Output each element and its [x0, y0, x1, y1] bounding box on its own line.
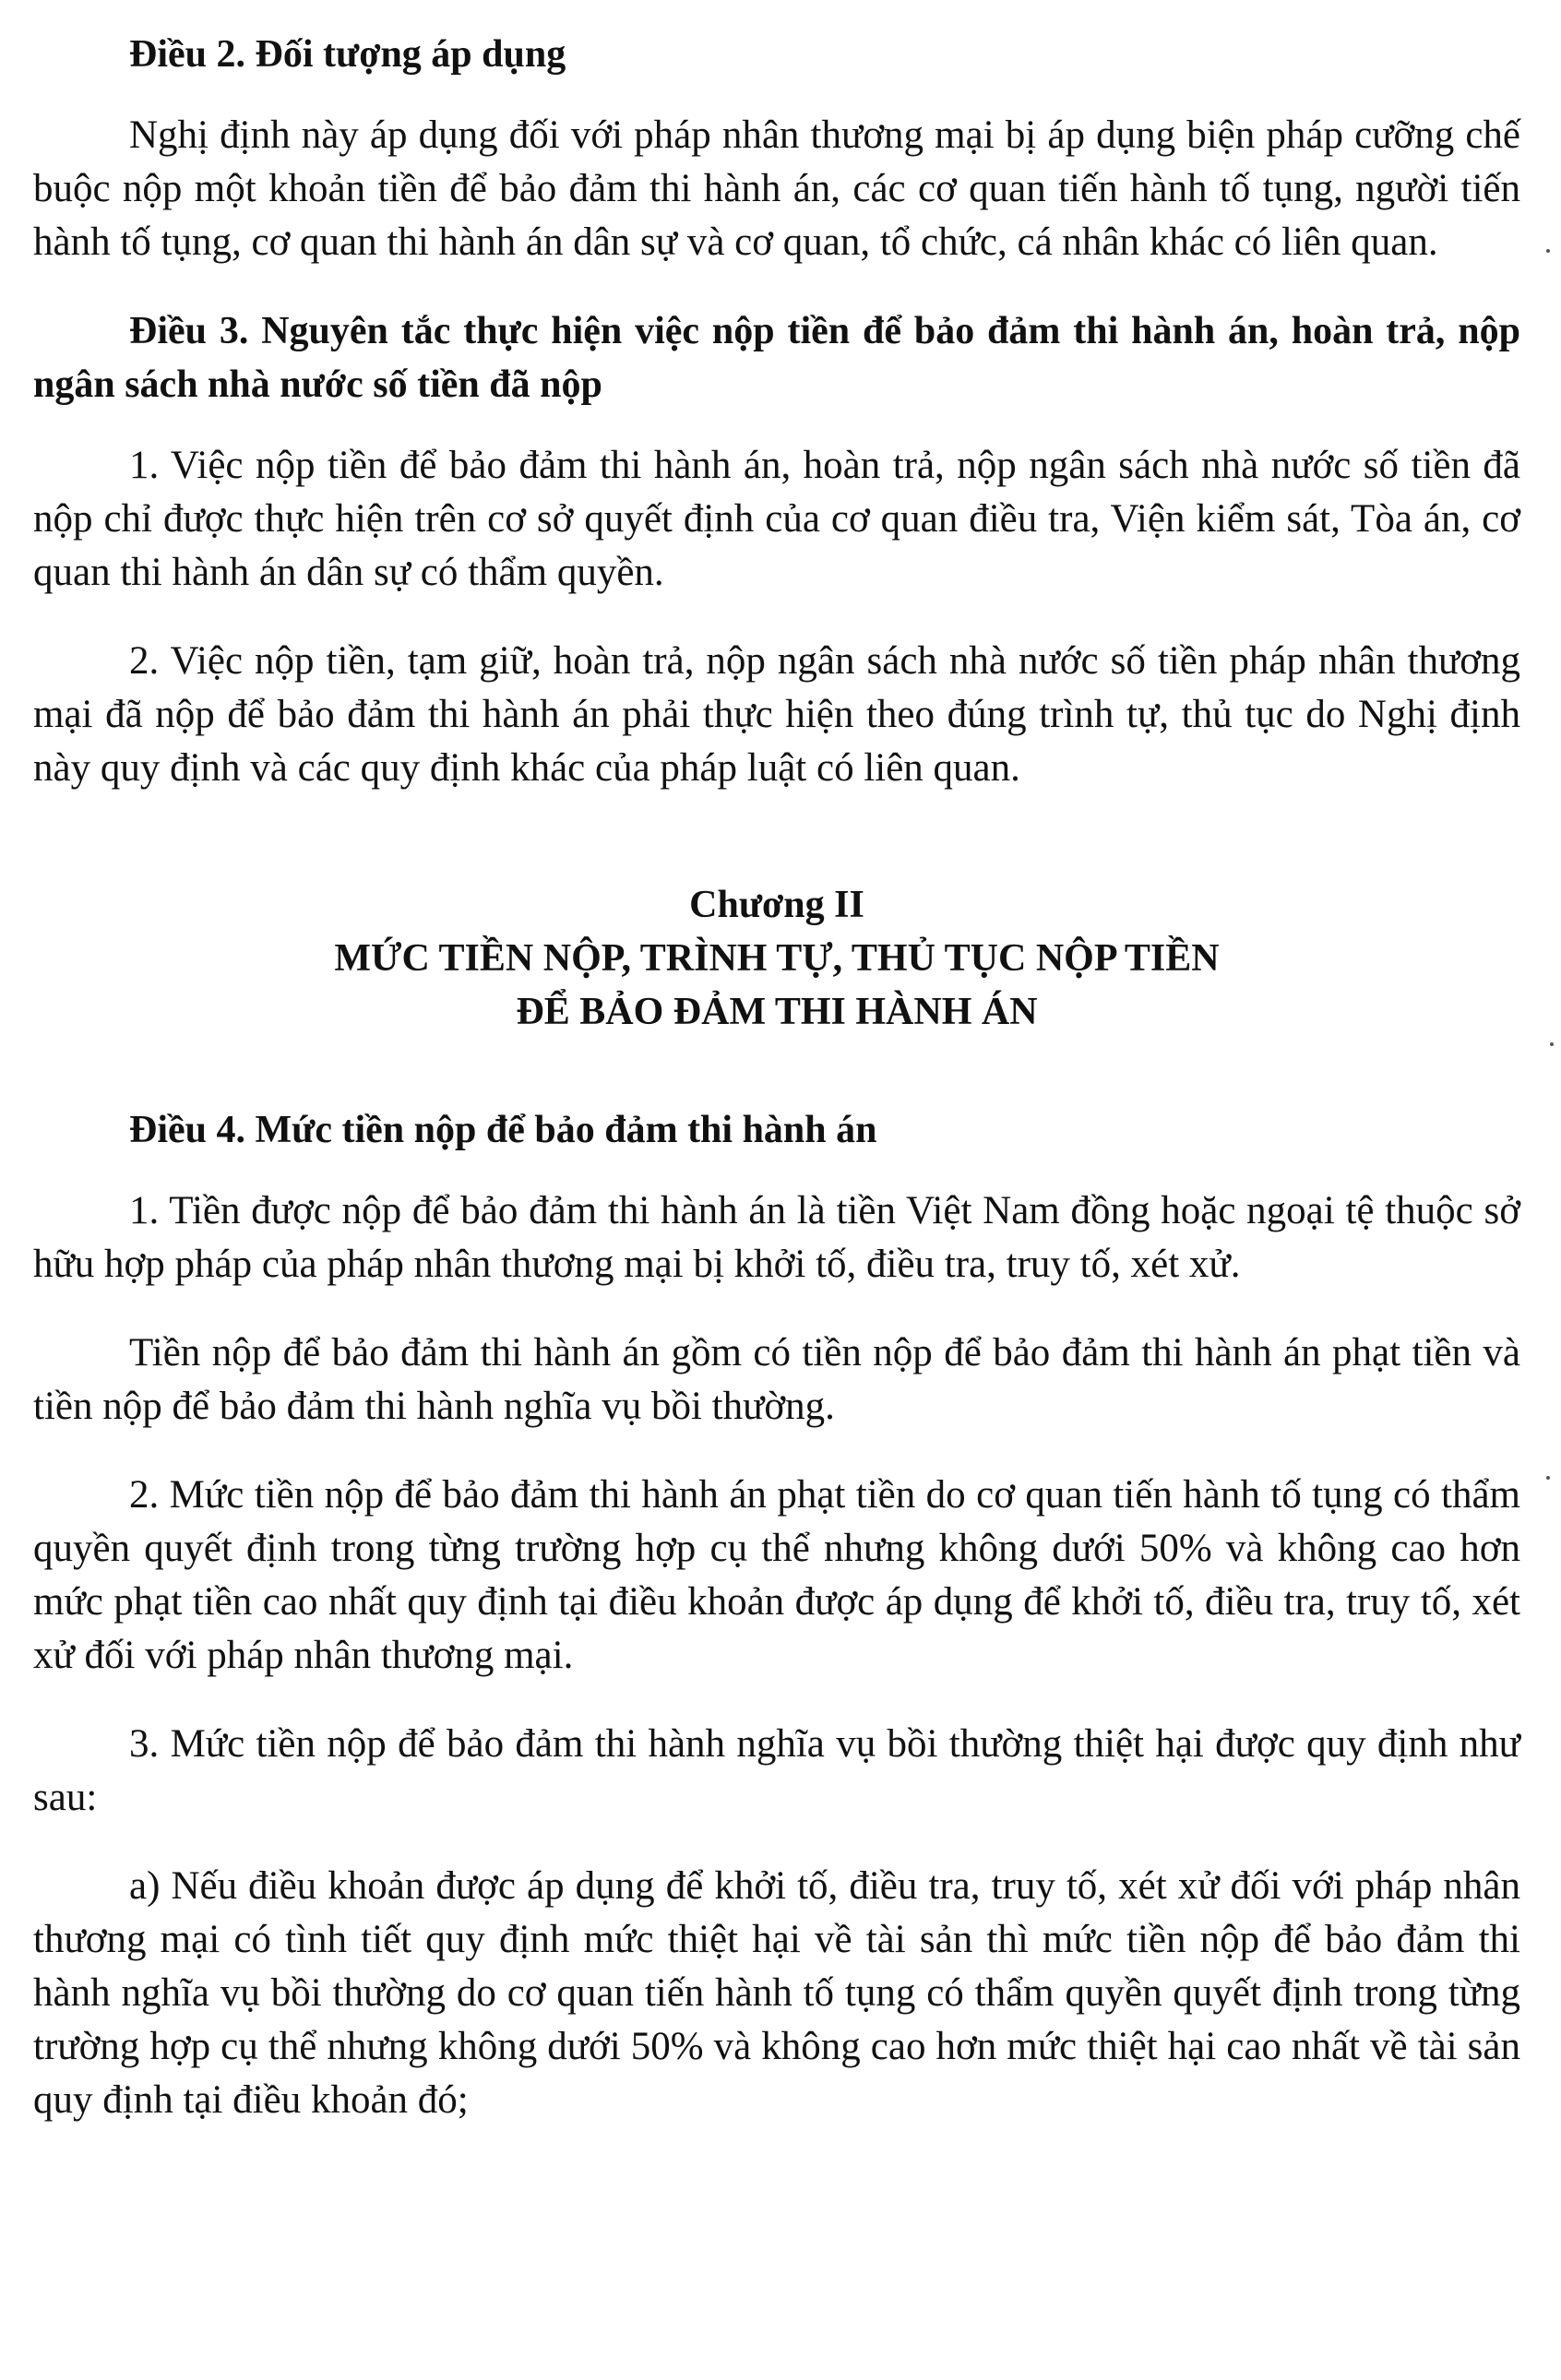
chapter-title-line-2: ĐỂ BẢO ĐẢM THI HÀNH ÁN: [516, 991, 1038, 1033]
chapter-number: Chương II: [689, 884, 864, 926]
document-body: [33, 28, 1520, 2162]
chapter-title-line-1: MỨC TIỀN NỘP, TRÌNH TỰ, THỦ TỤC NỘP TIỀN: [334, 937, 1220, 980]
article-4-clause-3a: a) Nếu điều khoản được áp dụng để khởi tố, điều tra, truy tố, xét xử đối với pháp nhân thương mại có tình tiết quy định mức thiệt hại về tài sản thì mức tiền nộp để bảo đảm thi hành nghĩa vụ bồi thường do cơ quan tiến hành tố tụng có thẩm quyền quyết định trong từng trường hợp cụ thể nhưng không dưới 50% và không cao hơn mức thiệt hại cao nhất về tài sản quy định tại điều khoản đó;: [33, 1864, 1520, 2122]
article-2-heading: Điều 2. Đối tượng áp dụng: [129, 33, 566, 76]
article-4-clause-1: 1. Tiền được nộp để bảo đảm thi hành án là tiền Việt Nam đồng hoặc ngoại tệ thuộc sở hữu hợp pháp của pháp nhân thương mại bị khởi tố, điều tra, truy tố, xét xử.: [33, 1189, 1520, 1286]
article-3-clause-1: 1. Việc nộp tiền để bảo đảm thi hành án, hoàn trả, nộp ngân sách nhà nước số tiền đã nộp chỉ được thực hiện trên cơ sở quyết định của cơ quan điều tra, Viện kiểm sát, Tòa án, cơ quan thi hành án dân sự có thẩm quyền.: [33, 444, 1520, 594]
scan-speck-2: [1550, 1042, 1554, 1046]
article-4-clause-1-note: Tiền nộp để bảo đảm thi hành án gồm có tiền nộp để bảo đảm thi hành án phạt tiền và tiền nộp để bảo đảm thi hành nghĩa vụ bồi thường.: [33, 1331, 1520, 1428]
article-4-clause-2: 2. Mức tiền nộp để bảo đảm thi hành án phạt tiền do cơ quan tiến hành tố tụng có thẩm quyền quyết định trong từng trường hợp cụ thể nhưng không dưới 50% và không cao hơn mức phạt tiền cao nhất quy định tại điều khoản được áp dụng để khởi tố, điều tra, truy tố, xét xử đối với pháp nhân thương mại.: [33, 1473, 1520, 1677]
scan-speck-1: [1546, 249, 1550, 253]
chapter-heading: [33, 878, 1520, 1039]
article-4-clause-3: 3. Mức tiền nộp để bảo đảm thi hành nghĩa vụ bồi thường thiệt hại được quy định như sau:: [33, 1722, 1520, 1819]
article-4-heading: Điều 4. Mức tiền nộp để bảo đảm thi hành án: [129, 1109, 877, 1151]
scan-speck-3: [1546, 1476, 1550, 1480]
article-3-clause-2: 2. Việc nộp tiền, tạm giữ, hoàn trả, nộp ngân sách nhà nước số tiền pháp nhân thương mại đã nộp để bảo đảm thi hành án phải thực hiện theo đúng trình tự, thủ tục do Nghị định này quy định và các quy định khác của pháp luật có liên quan.: [33, 639, 1520, 790]
article-2-paragraph: Nghị định này áp dụng đối với pháp nhân thương mại bị áp dụng biện pháp cưỡng chế buộc nộp một khoản tiền để bảo đảm thi hành án, các cơ quan tiến hành tố tụng, người tiến hành tố tụng, cơ quan thi hành án dân sự và cơ quan, tổ chức, cá nhân khác có liên quan.: [33, 113, 1520, 264]
article-3-heading: Điều 3. Nguyên tắc thực hiện việc nộp tiền để bảo đảm thi hành án, hoàn trả, nộp ngân sách nhà nước số tiền đã nộp: [33, 310, 1520, 406]
